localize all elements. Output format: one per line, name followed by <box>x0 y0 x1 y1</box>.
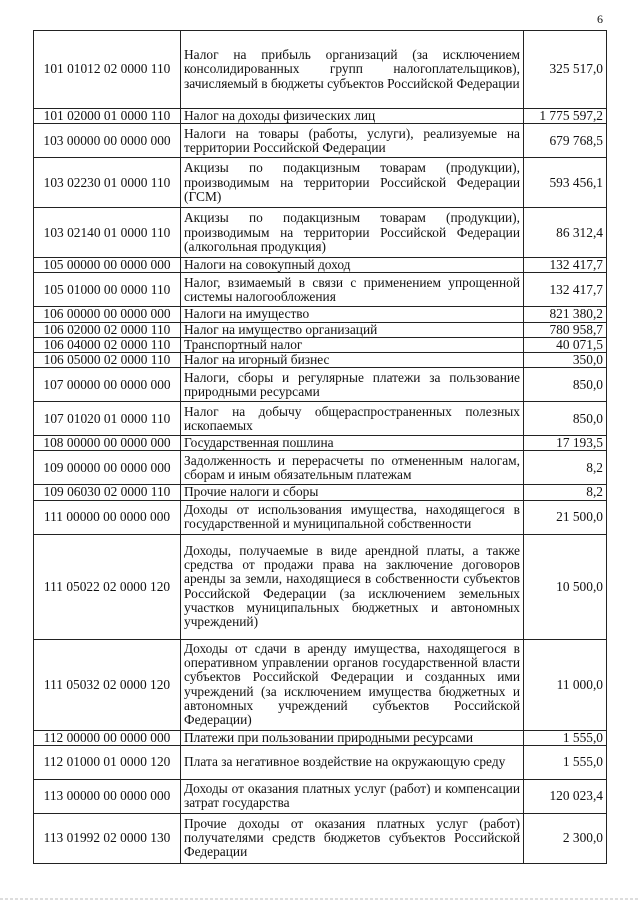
code-cell: 113 00000 00 0000 000 <box>34 779 181 813</box>
name-cell: Акцизы по подакцизным товарам (продукции), производимым на территории Российской Федерации (ГСМ) <box>181 158 524 208</box>
amount-cell: 2 300,0 <box>524 813 607 863</box>
table-row <box>34 158 607 208</box>
name-cell: Налог на прибыль организаций (за исключением консолидированных групп налогоплательщиков), зачисляемый в бюджеты субъектов Российской Федерации <box>181 31 524 109</box>
code-cell: 111 00000 00 0000 000 <box>34 500 181 534</box>
table-row <box>34 436 607 451</box>
table-row <box>34 813 607 863</box>
name-cell: Налог на доходы физических лиц <box>181 109 524 124</box>
name-cell: Транспортный налог <box>181 337 524 352</box>
table-row <box>34 124 607 158</box>
amount-cell: 850,0 <box>524 402 607 436</box>
code-cell: 106 04000 02 0000 110 <box>34 337 181 352</box>
code-cell: 106 00000 00 0000 000 <box>34 307 181 322</box>
name-cell: Доходы, получаемые в виде арендной платы, а также средства от продажи права на заключение договоров аренды за земли, находящиеся в собственности субъектов Российской Федерации (за исключением земельных участков муниципальных бюджетных и автономных учреждений) <box>181 534 524 639</box>
code-cell: 101 02000 01 0000 110 <box>34 109 181 124</box>
table-row <box>34 307 607 322</box>
amount-cell: 10 500,0 <box>524 534 607 639</box>
amount-cell: 821 380,2 <box>524 307 607 322</box>
amount-cell: 850,0 <box>524 368 607 402</box>
code-cell: 109 00000 00 0000 000 <box>34 451 181 485</box>
name-cell: Доходы от сдачи в аренду имущества, находящегося в оперативном управлении органов государственной власти субъектов Российской Федерации и созданных ими учреждений (за исключением имущества бюджетных и автономных учреждений субъектов Российской Федерации) <box>181 639 524 730</box>
amount-cell: 21 500,0 <box>524 500 607 534</box>
name-cell: Налог на игорный бизнес <box>181 353 524 368</box>
scan-edge-artifact <box>0 885 640 905</box>
table-row <box>34 451 607 485</box>
code-cell: 108 00000 00 0000 000 <box>34 436 181 451</box>
code-cell: 105 01000 00 0000 110 <box>34 273 181 307</box>
name-cell: Прочие налоги и сборы <box>181 485 524 500</box>
name-cell: Налоги на товары (работы, услуги), реализуемые на территории Российской Федерации <box>181 124 524 158</box>
table-row <box>34 273 607 307</box>
code-cell: 112 01000 01 0000 120 <box>34 745 181 779</box>
amount-cell: 325 517,0 <box>524 31 607 109</box>
amount-cell: 1 555,0 <box>524 745 607 779</box>
code-cell: 103 02230 01 0000 110 <box>34 158 181 208</box>
code-cell: 101 01012 02 0000 110 <box>34 31 181 109</box>
name-cell: Налог на добычу общераспространенных полезных ископаемых <box>181 402 524 436</box>
name-cell: Налоги на имущество <box>181 307 524 322</box>
amount-cell: 1 555,0 <box>524 730 607 745</box>
table-row <box>34 109 607 124</box>
table-row <box>34 337 607 352</box>
name-cell: Налог, взимаемый в связи с применением упрощенной системы налогообложения <box>181 273 524 307</box>
code-cell: 111 05022 02 0000 120 <box>34 534 181 639</box>
table-row <box>34 534 607 639</box>
page-number: 6 <box>597 12 603 26</box>
revenue-table-body <box>34 31 607 864</box>
revenue-table <box>33 30 607 864</box>
code-cell: 103 02140 01 0000 110 <box>34 208 181 258</box>
table-row <box>34 500 607 534</box>
amount-cell: 679 768,5 <box>524 124 607 158</box>
amount-cell: 132 417,7 <box>524 273 607 307</box>
table-row <box>34 258 607 273</box>
table-row <box>34 745 607 779</box>
code-cell: 112 00000 00 0000 000 <box>34 730 181 745</box>
name-cell: Акцизы по подакцизным товарам (продукции), производимым на территории Российской Федерации (алкогольная продукция) <box>181 208 524 258</box>
table-row <box>34 485 607 500</box>
table-row <box>34 779 607 813</box>
table-row <box>34 208 607 258</box>
code-cell: 106 05000 02 0000 110 <box>34 353 181 368</box>
table-row <box>34 639 607 730</box>
name-cell: Налоги на совокупный доход <box>181 258 524 273</box>
amount-cell: 8,2 <box>524 451 607 485</box>
code-cell: 113 01992 02 0000 130 <box>34 813 181 863</box>
name-cell: Государственная пошлина <box>181 436 524 451</box>
table-row <box>34 730 607 745</box>
code-cell: 107 00000 00 0000 000 <box>34 368 181 402</box>
code-cell: 105 00000 00 0000 000 <box>34 258 181 273</box>
amount-cell: 11 000,0 <box>524 639 607 730</box>
amount-cell: 86 312,4 <box>524 208 607 258</box>
amount-cell: 350,0 <box>524 353 607 368</box>
table-row <box>34 368 607 402</box>
amount-cell: 780 958,7 <box>524 322 607 337</box>
amount-cell: 17 193,5 <box>524 436 607 451</box>
name-cell: Задолженность и перерасчеты по отмененным налогам, сборам и иным обязательным платежам <box>181 451 524 485</box>
amount-cell: 40 071,5 <box>524 337 607 352</box>
table-row <box>34 322 607 337</box>
amount-cell: 1 775 597,2 <box>524 109 607 124</box>
amount-cell: 593 456,1 <box>524 158 607 208</box>
code-cell: 109 06030 02 0000 110 <box>34 485 181 500</box>
name-cell: Налоги, сборы и регулярные платежи за пользование природными ресурсами <box>181 368 524 402</box>
name-cell: Налог на имущество организаций <box>181 322 524 337</box>
table-row <box>34 31 607 109</box>
name-cell: Доходы от использования имущества, находящегося в государственной и муниципальной собственности <box>181 500 524 534</box>
code-cell: 103 00000 00 0000 000 <box>34 124 181 158</box>
amount-cell: 120 023,4 <box>524 779 607 813</box>
code-cell: 107 01020 01 0000 110 <box>34 402 181 436</box>
name-cell: Прочие доходы от оказания платных услуг (работ) получателями средств бюджетов субъектов Российской Федерации <box>181 813 524 863</box>
name-cell: Плата за негативное воздействие на окружающую среду <box>181 745 524 779</box>
name-cell: Платежи при пользовании природными ресурсами <box>181 730 524 745</box>
name-cell: Доходы от оказания платных услуг (работ) и компенсации затрат государства <box>181 779 524 813</box>
amount-cell: 132 417,7 <box>524 258 607 273</box>
table-row <box>34 353 607 368</box>
amount-cell: 8,2 <box>524 485 607 500</box>
table-row <box>34 402 607 436</box>
code-cell: 111 05032 02 0000 120 <box>34 639 181 730</box>
code-cell: 106 02000 02 0000 110 <box>34 322 181 337</box>
